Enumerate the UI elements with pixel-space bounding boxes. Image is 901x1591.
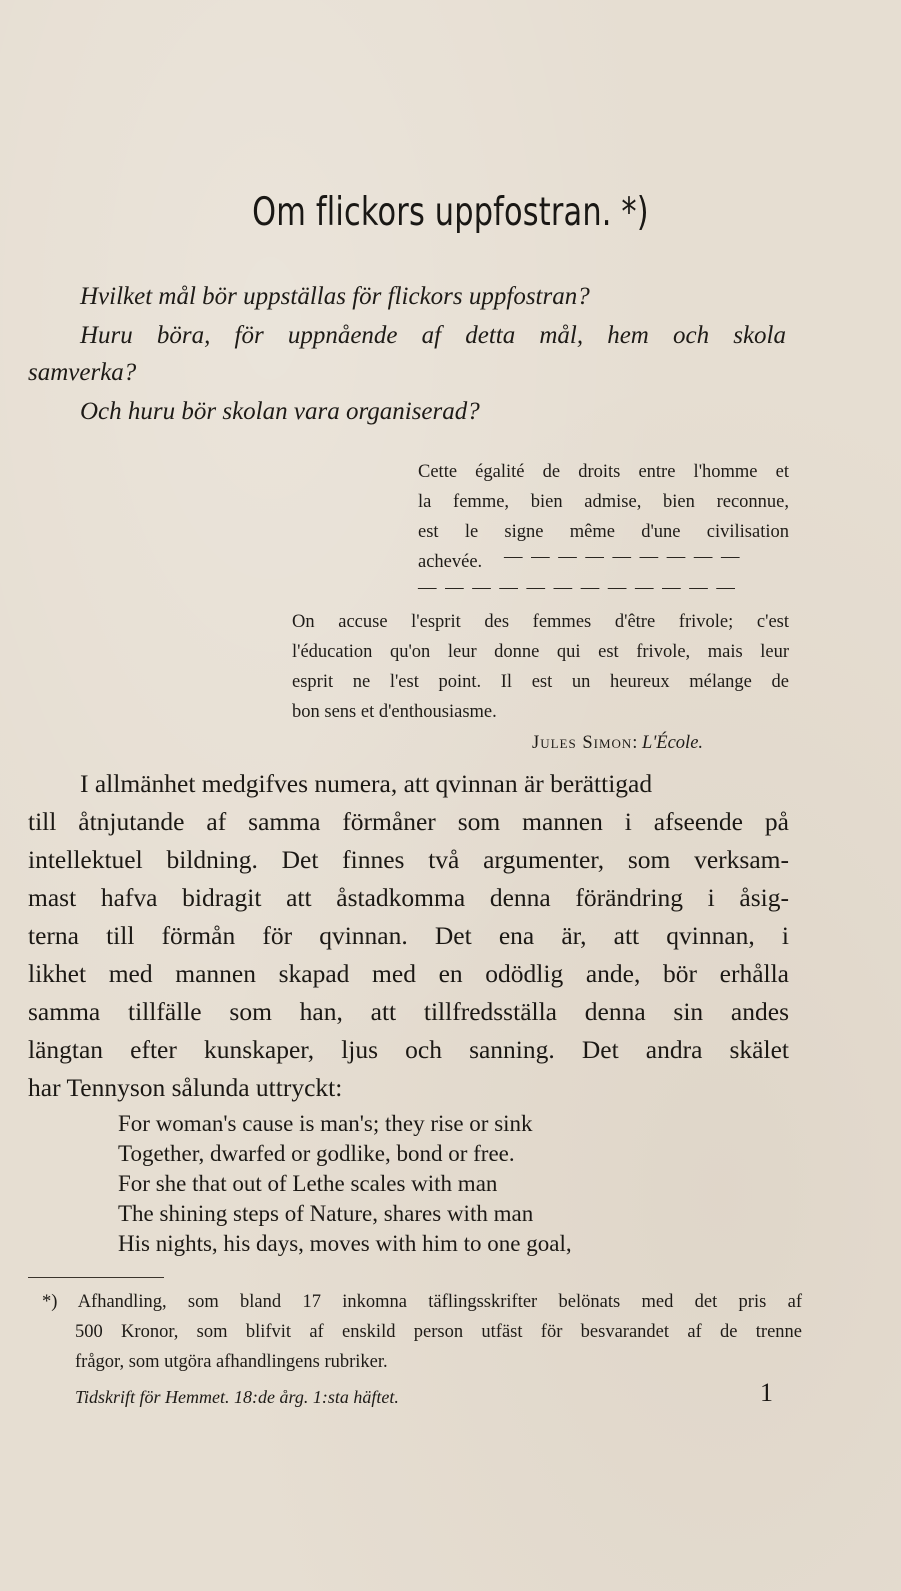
body-line-3: intellektuel bildning. Det finnes två argumenter, som verksam- [28, 845, 789, 874]
body-line-6: likhet med mannen skapad med en odödlig ande, bör erhålla [28, 959, 789, 988]
attribution-work: L'École. [642, 733, 704, 753]
epigraph-2-line-4: bon sens et d'enthousiasme. [292, 702, 497, 722]
body-line-7: samma tillfälle som han, att tillfredsställa denna sin andes [28, 997, 789, 1026]
epigraph-1-dashes: — — — — — — — — — [504, 547, 742, 567]
question-line-4: Och huru bör skolan vara organiserad? [80, 398, 480, 425]
running-footer: Tidskrift för Hemmet. 18:de årg. 1:sta häftet. [75, 1387, 399, 1407]
epigraph-attribution [532, 728, 703, 758]
article-title: Om flickors uppfostran. *) [252, 190, 649, 235]
epigraph-1-line-3: est le signe même d'une civilisation [418, 522, 789, 542]
body-line-2: till åtnjutande af samma förmåner som mannen i afseende på [28, 807, 789, 836]
footnote-line-1: *) Afhandling, som bland 17 inkomna täflingsskrifter belönats med det pris af [42, 1292, 802, 1312]
epigraph-2-line-1: On accuse l'esprit des femmes d'être frivole; c'est [292, 612, 789, 632]
page-number: 1 [760, 1378, 773, 1407]
poem-line-2: Together, dwarfed or godlike, bond or free. [118, 1141, 515, 1166]
question-line-1: Hvilket mål bör uppställas för flickors uppfostran? [80, 283, 590, 310]
epigraph-1-line-2: la femme, bien admise, bien reconnue, [418, 492, 789, 512]
epigraph-1-line-1: Cette égalité de droits entre l'homme et [418, 462, 789, 482]
epigraph-1-line-4: achevée. [418, 552, 483, 572]
question-line-2: Huru böra, för uppnående af detta mål, hem och skola [80, 322, 786, 349]
footnote-line-3: frågor, som utgöra afhandlingens rubriker. [75, 1352, 388, 1372]
attribution-separator: : [632, 733, 638, 753]
body-line-1: I allmänhet medgifves numera, att qvinnan är berättigad [80, 769, 653, 798]
epigraph-dash-line: — — — — — — — — — — — — [418, 578, 737, 598]
footnote-rule [28, 1277, 164, 1278]
poem-line-1: For woman's cause is man's; they rise or sink [118, 1111, 533, 1136]
body-line-9: har Tennyson sålunda uttryckt: [28, 1073, 343, 1102]
body-line-8: längtan efter kunskaper, ljus och sanning. Det andra skälet [28, 1035, 789, 1064]
attribution-author: Jules Simon [532, 733, 633, 753]
footnote-line-2: 500 Kronor, som blifvit af enskild person utfäst för besvarandet af de trenne [75, 1322, 802, 1342]
body-line-4: mast hafva bidragit att åstadkomma denna förändring i åsig- [28, 883, 789, 912]
epigraph-2-line-2: l'éducation qu'on leur donne qui est frivole, mais leur [292, 642, 789, 662]
poem-line-4: The shining steps of Nature, shares with man [118, 1201, 534, 1226]
question-line-3: samverka? [28, 359, 137, 386]
epigraph-2-line-3: esprit ne l'est point. Il est un heureux mélange de [292, 672, 789, 692]
poem-line-5: His nights, his days, moves with him to one goal, [118, 1231, 572, 1256]
body-line-5: terna till förmån för qvinnan. Det ena är, att qvinnan, i [28, 921, 789, 950]
poem-line-3: For she that out of Lethe scales with man [118, 1171, 498, 1196]
